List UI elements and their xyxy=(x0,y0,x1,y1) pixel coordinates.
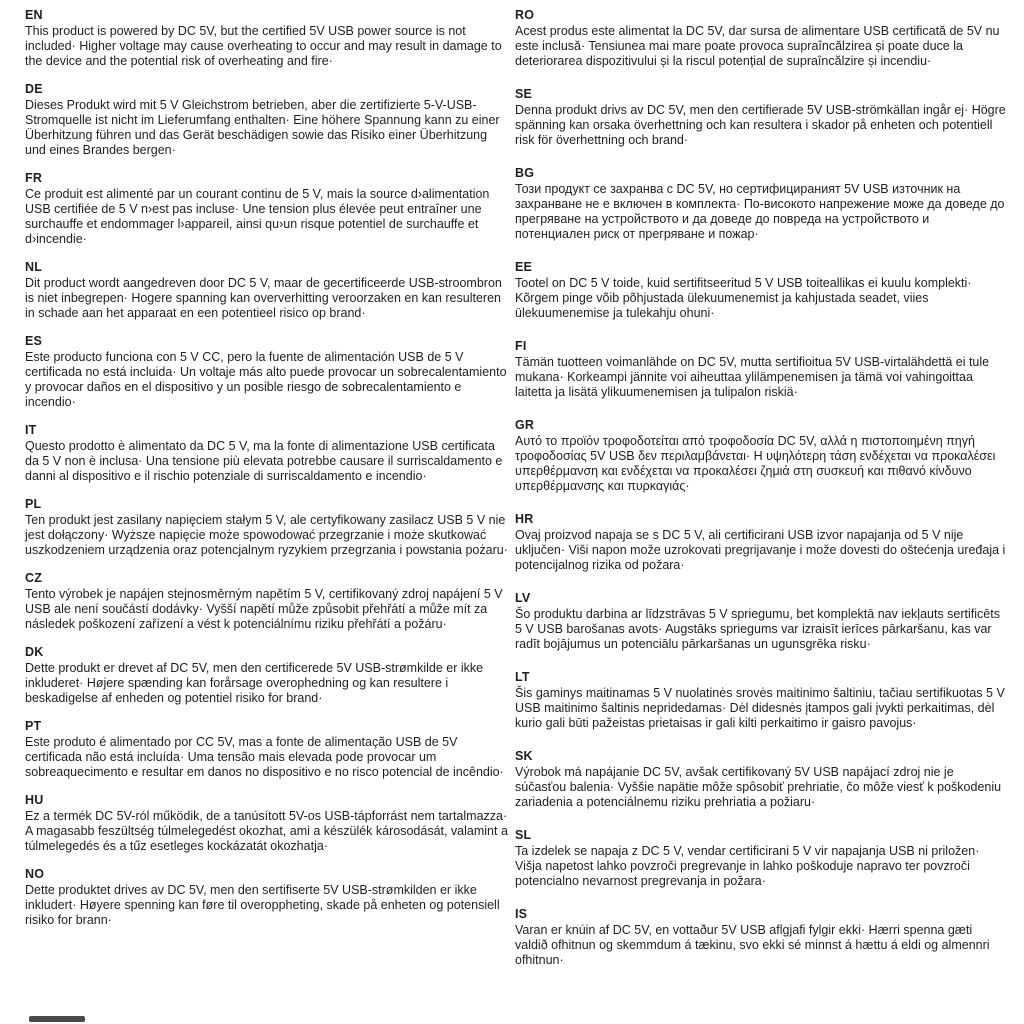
lang-text-bg: Този продукт се захранва с DC 5V, но сертифицираният 5V USB източник на захранване не е включен в комплекта· По-високото напрежение може да доведе до прегряване на устройството и да доведе до повреда на устройството и потенциален риск от прегряване и пожар· xyxy=(515,182,1005,241)
lang-text-cz: Tento výrobek je napájen stejnosměrným napětím 5 V, certifikovaný zdroj napájení 5 V USB ale není součástí dodávky· Vyšší napětí může způsobit přehřátí a může mít za následek poškození zařízení a vést k potenciálnímu riziku přehřátí a požáru· xyxy=(25,587,503,631)
lang-section-sk xyxy=(515,749,1007,810)
left-column xyxy=(25,8,509,986)
lang-section-sl xyxy=(515,828,1007,889)
lang-text-sk: Výrobok má napájanie DC 5V, avšak certifikovaný 5V USB napájací zdroj nie je súčasťou balenia· Vyššie napätie môže spôsobiť prehriatie, čo môže viesť k poškodeniu zariadenia a potenciálnemu riziku prehriatia a požiaru· xyxy=(515,765,1002,809)
lang-text-de: Dieses Produkt wird mit 5 V Gleichstrom betrieben, aber die zertifizierte 5-V-USB-Stromquelle ist nicht im Lieferumfang enthalten· Eine höhere Spannung kann zu einer Überhitzung führen und das Gerät beschädigen sowie das Risiko einer Überhitzung und eines Brandes bergen· xyxy=(25,98,500,157)
lang-text-sl: Ta izdelek se napaja z DC 5 V, vendar certificirani 5 V vir napajanja USB ni priložen· Višja napetost lahko povzroči pregrevanje in lahko poškoduje napravo ter povzroči potencialno nevarnost pregrevanja in požara· xyxy=(515,844,980,888)
lang-section-lv xyxy=(515,591,1007,652)
lang-section-se xyxy=(515,87,1007,148)
lang-text-fi: Tämän tuotteen voimanlähde on DC 5V, mutta sertifioitua 5V USB-virtalähdettä ei tule mukana· Korkeampi jännite voi aiheuttaa ylilämpenemisen ja tämä voi vahingoittaa laitetta ja lisätä ylikuumenemisen ja tulipalon riskiä· xyxy=(515,355,990,399)
lang-section-dk xyxy=(25,645,509,706)
lang-code-nl: NL xyxy=(25,260,43,274)
lang-code-es: ES xyxy=(25,334,43,348)
lang-section-ee xyxy=(515,260,1007,321)
lang-code-is: IS xyxy=(515,907,528,921)
lang-section-nl xyxy=(25,260,509,321)
right-column xyxy=(515,8,1007,986)
lang-text-se: Denna produkt drivs av DC 5V, men den certifierade 5V USB-strömkällan ingår ej· Högre spänning kan orsaka överhettning och kan resultera i skador på enheten och potentiell risk för överhettning och brand· xyxy=(515,103,1006,147)
lang-section-bg xyxy=(515,166,1007,242)
lang-code-lv: LV xyxy=(515,591,531,605)
lang-code-hu: HU xyxy=(25,793,44,807)
lang-text-is: Varan er knúin af DC 5V, en vottaður 5V USB aflgjafi fylgir ekki· Hærri spenna gæti valdið ofhitnun og skemmdum á tækinu, svo ekki sé minnst á hættu á eldi og almennri ofhitnun· xyxy=(515,923,990,967)
lang-code-no: NO xyxy=(25,867,45,881)
lang-section-it xyxy=(25,423,509,484)
page-bottom-cutoff-artifact xyxy=(29,1016,85,1022)
lang-section-en xyxy=(25,8,509,69)
lang-code-pt: PT xyxy=(25,719,42,733)
lang-section-ro xyxy=(515,8,1007,69)
lang-section-lt xyxy=(515,670,1007,731)
lang-text-hu: Ez a termék DC 5V-ról működik, de a tanúsított 5V-os USB-tápforrást nem tartalmazza· A magasabb feszültség túlmelegedést okozhat, ami a készülék károsodását, valamint a túlmelegedés és a tűz esetleges kockázatát okozhatja· xyxy=(25,809,508,853)
lang-text-pt: Este produto é alimentado por CC 5V, mas a fonte de alimentação USB de 5V certificada não está incluída· Uma tensão mais elevada pode provocar um sobreaquecimento e resultar em danos no dispositivo e no risco potencial de incêndio· xyxy=(25,735,504,779)
lang-text-en: This product is powered by DC 5V, but the certified 5V USB power source is not included· Higher voltage may cause overheating to occur and may result in damage to the device and the potential risk of overheating and fire· xyxy=(25,24,502,68)
lang-code-ee: EE xyxy=(515,260,533,274)
lang-section-hr xyxy=(515,512,1007,573)
lang-section-pt xyxy=(25,719,509,780)
lang-section-no xyxy=(25,867,509,928)
lang-text-pl: Ten produkt jest zasilany napięciem stałym 5 V, ale certyfikowany zasilacz USB 5 V nie jest dołączony· Wyższe napięcie może spowodować przegrzanie i może skutkować uszkodzeniem urządzenia oraz potencjalnym ryzykiem przegrzania i powstania pożaru· xyxy=(25,513,508,557)
lang-code-dk: DK xyxy=(25,645,44,659)
lang-section-pl xyxy=(25,497,509,558)
lang-section-de xyxy=(25,82,509,158)
lang-code-pl: PL xyxy=(25,497,42,511)
lang-text-gr: Αυτό το προϊόν τροφοδοτείται από τροφοδοσία DC 5V, αλλά η πιστοποιημένη πηγή τροφοδοσίας 5V USB δεν περιλαμβάνεται· Η υψηλότερη τάση ενδέχεται να προκαλέσει υπερθέρμανση και ενδέχεται να προκαλέσει ζημιά στη συσκευή και πιθανό κίνδυνο υπερθέρμανσης και πυρκαγιάς· xyxy=(515,434,996,493)
lang-text-no: Dette produktet drives av DC 5V, men den sertifiserte 5V USB-strømkilden er ikke inkludert· Høyere spenning kan føre til overoppheting, skade på enheten og potensiell risiko for brann· xyxy=(25,883,500,927)
lang-code-hr: HR xyxy=(515,512,534,526)
lang-section-cz xyxy=(25,571,509,632)
lang-text-es: Este producto funciona con 5 V CC, pero la fuente de alimentación USB de 5 V certificada no está incluida· Un voltaje más alto puede provocar un sobrecalentamiento y provocar daños en el dispositivo y un posible riesgo de sobrecalentamiento e incendio· xyxy=(25,350,507,409)
lang-text-hr: Ovaj proizvod napaja se s DC 5 V, ali certificirani USB izvor napajanja od 5 V nije uključen· Viši napon može uzrokovati pregrijavanje i može dovesti do oštećenja uređaja i potencijalnog rizika od požara· xyxy=(515,528,1006,572)
lang-section-fr xyxy=(25,171,509,247)
lang-section-es xyxy=(25,334,509,410)
lang-code-se: SE xyxy=(515,87,533,101)
lang-text-lt: Šis gaminys maitinamas 5 V nuolatinės srovės maitinimo šaltiniu, tačiau sertifikuotas 5 V USB maitinimo šaltinis nepridedamas· Dėl didesnės įtampos gali įvykti perkaitimas, dėl kurio gali būti pažeistas prietaisas ir gali kilti perkaitimo ir gaisro pavojus· xyxy=(515,686,1005,730)
lang-code-fi: FI xyxy=(515,339,527,353)
lang-code-cz: CZ xyxy=(25,571,43,585)
lang-code-it: IT xyxy=(25,423,37,437)
lang-text-dk: Dette produkt er drevet af DC 5V, men den certificerede 5V USB-strømkilde er ikke inkluderet· Højere spænding kan forårsage overophedning og kan resultere i beskadigelse af enheden og potentiel risiko for brand· xyxy=(25,661,484,705)
lang-text-ro: Acest produs este alimentat la DC 5V, dar sursa de alimentare USB certificată de 5V nu este inclusă· Tensiunea mai mare poate provoca supraîncălzirea și poate duce la deteriorarea dispozitivului și la riscul potențial de supraîncălzire și incendiu· xyxy=(515,24,1000,68)
lang-text-ee: Tootel on DC 5 V toide, kuid sertifitseeritud 5 V USB toiteallikas ei kuulu komplekti· Kõrgem pinge võib põhjustada ülekuumenemist ja kahjustada seadet, viies ülekuumenemise ja tulekahju ohuni· xyxy=(515,276,972,320)
lang-code-gr: GR xyxy=(515,418,535,432)
lang-section-hu xyxy=(25,793,509,854)
lang-text-fr: Ce produit est alimenté par un courant continu de 5 V, mais la source d›alimentation USB certifiée de 5 V n›est pas incluse· Une tension plus élevée peut entraîner une surchauffe et endommager l›appareil, ainsi qu›un risque potentiel de surchauffe et d›incendie· xyxy=(25,187,490,246)
lang-code-bg: BG xyxy=(515,166,535,180)
lang-code-fr: FR xyxy=(25,171,43,185)
lang-section-fi xyxy=(515,339,1007,400)
lang-section-gr xyxy=(515,418,1007,494)
lang-code-lt: LT xyxy=(515,670,530,684)
lang-code-ro: RO xyxy=(515,8,535,22)
lang-code-de: DE xyxy=(25,82,43,96)
lang-code-sl: SL xyxy=(515,828,532,842)
lang-text-it: Questo prodotto è alimentato da DC 5 V, ma la fonte di alimentazione USB certificata da 5 V non è inclusa· Una tensione più elevata potrebbe causare il surriscaldamento e danni al dispositivo e il rischio potenziale di surriscaldamento e incendio· xyxy=(25,439,503,483)
lang-text-lv: Šo produktu darbina ar līdzstrāvas 5 V spriegumu, bet komplektā nav iekļauts sertificēts 5 V USB barošanas avots· Augstāks spriegums var izraisīt ierīces pārkaršanu, kas var radīt bojājumus un potenciālu pārkaršanas un ugunsgrēka risku· xyxy=(515,607,1000,651)
lang-section-is xyxy=(515,907,1007,968)
lang-text-nl: Dit product wordt aangedreven door DC 5 V, maar de gecertificeerde USB-stroombron is niet inbegrepen· Hogere spanning kan oververhitting veroorzaken en kan resulteren in schade aan het apparaat en een potentieel risico op brand· xyxy=(25,276,502,320)
lang-code-en: EN xyxy=(25,8,43,22)
lang-code-sk: SK xyxy=(515,749,533,763)
